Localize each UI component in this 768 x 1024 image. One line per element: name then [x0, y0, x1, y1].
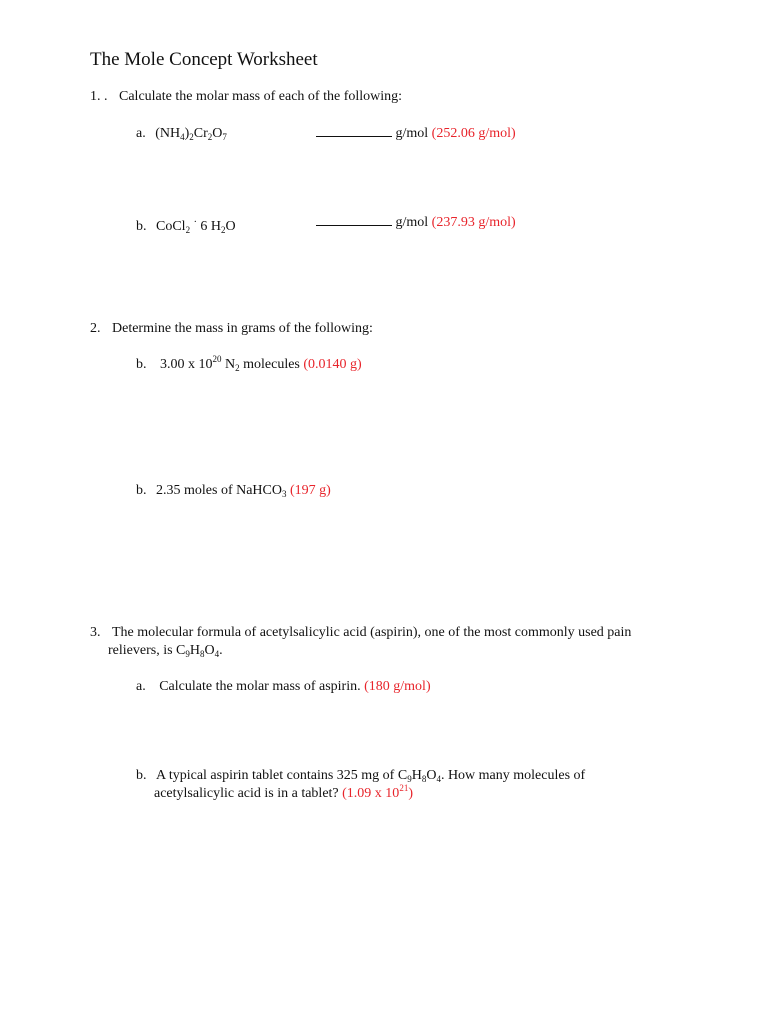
answer-blank[interactable] [316, 125, 392, 137]
item-marker: a. [136, 126, 146, 141]
item-marker: b. [136, 768, 147, 783]
question-3a [136, 678, 431, 696]
item-marker: a. [136, 679, 146, 694]
unit-label: g/mol [395, 126, 429, 141]
question-2b-text: 2.35 moles of NaHCO$_3$ [156, 483, 287, 499]
unit-label: g/mol [395, 215, 429, 230]
question-number: 3. [90, 625, 101, 640]
item-marker: b. [136, 483, 147, 498]
item-marker: b. [136, 219, 147, 234]
answer-key: (197 g) [290, 483, 331, 498]
question-text: The molecular formula of acetylsalicylic acid (aspirin), one of the most commonly used pain [112, 625, 632, 640]
question-3-prompt-line2: relievers, is $C_9H_8O_4$. [108, 643, 223, 659]
item-marker: b. [136, 357, 147, 372]
question-2a [136, 356, 362, 374]
question-1-prompt [90, 88, 402, 106]
page-title: The Mole Concept Worksheet [90, 49, 318, 70]
answer-blank[interactable] [316, 214, 392, 226]
question-1a-answer-line [316, 125, 516, 143]
answer-key: (237.93 g/mol) [431, 215, 516, 230]
formula-ammonium-dichromate: $(NH_4)_2Cr_2O_7$ [155, 126, 227, 142]
question-2b [136, 482, 331, 500]
question-3b [136, 767, 585, 785]
question-2a-text: 3.00 x $10^{20}$ $N_2$ molecules [160, 354, 300, 373]
question-3b-line2: acetylsalicylic acid is in a tablet? (1.09 x $10^{21}$) [154, 783, 413, 801]
answer-key: (180 g/mol) [364, 679, 431, 694]
question-number: 2. [90, 321, 101, 336]
question-2-prompt [90, 320, 373, 338]
answer-key: (0.0140 g) [303, 357, 362, 372]
question-1b [136, 214, 236, 236]
question-3b-text: A typical aspirin tablet contains 325 mg of $C_9H_8O_4$. How many molecules of [156, 768, 586, 784]
formula-cobalt-chloride-hexahydrate: CoCl$_2$ · 6 $H_2O$ [156, 217, 236, 235]
question-1b-answer-line [316, 214, 516, 232]
question-3-prompt [90, 624, 631, 642]
question-3a-text: Calculate the molar mass of aspirin. [159, 679, 361, 694]
question-1a [136, 125, 227, 143]
question-number: 1. . [90, 89, 108, 104]
question-text: Calculate the molar mass of each of the following: [119, 89, 403, 104]
answer-key: (1.09 x $10^{21}$) [342, 783, 413, 801]
question-text: Determine the mass in grams of the following: [112, 321, 373, 336]
answer-key: (252.06 g/mol) [431, 126, 516, 141]
